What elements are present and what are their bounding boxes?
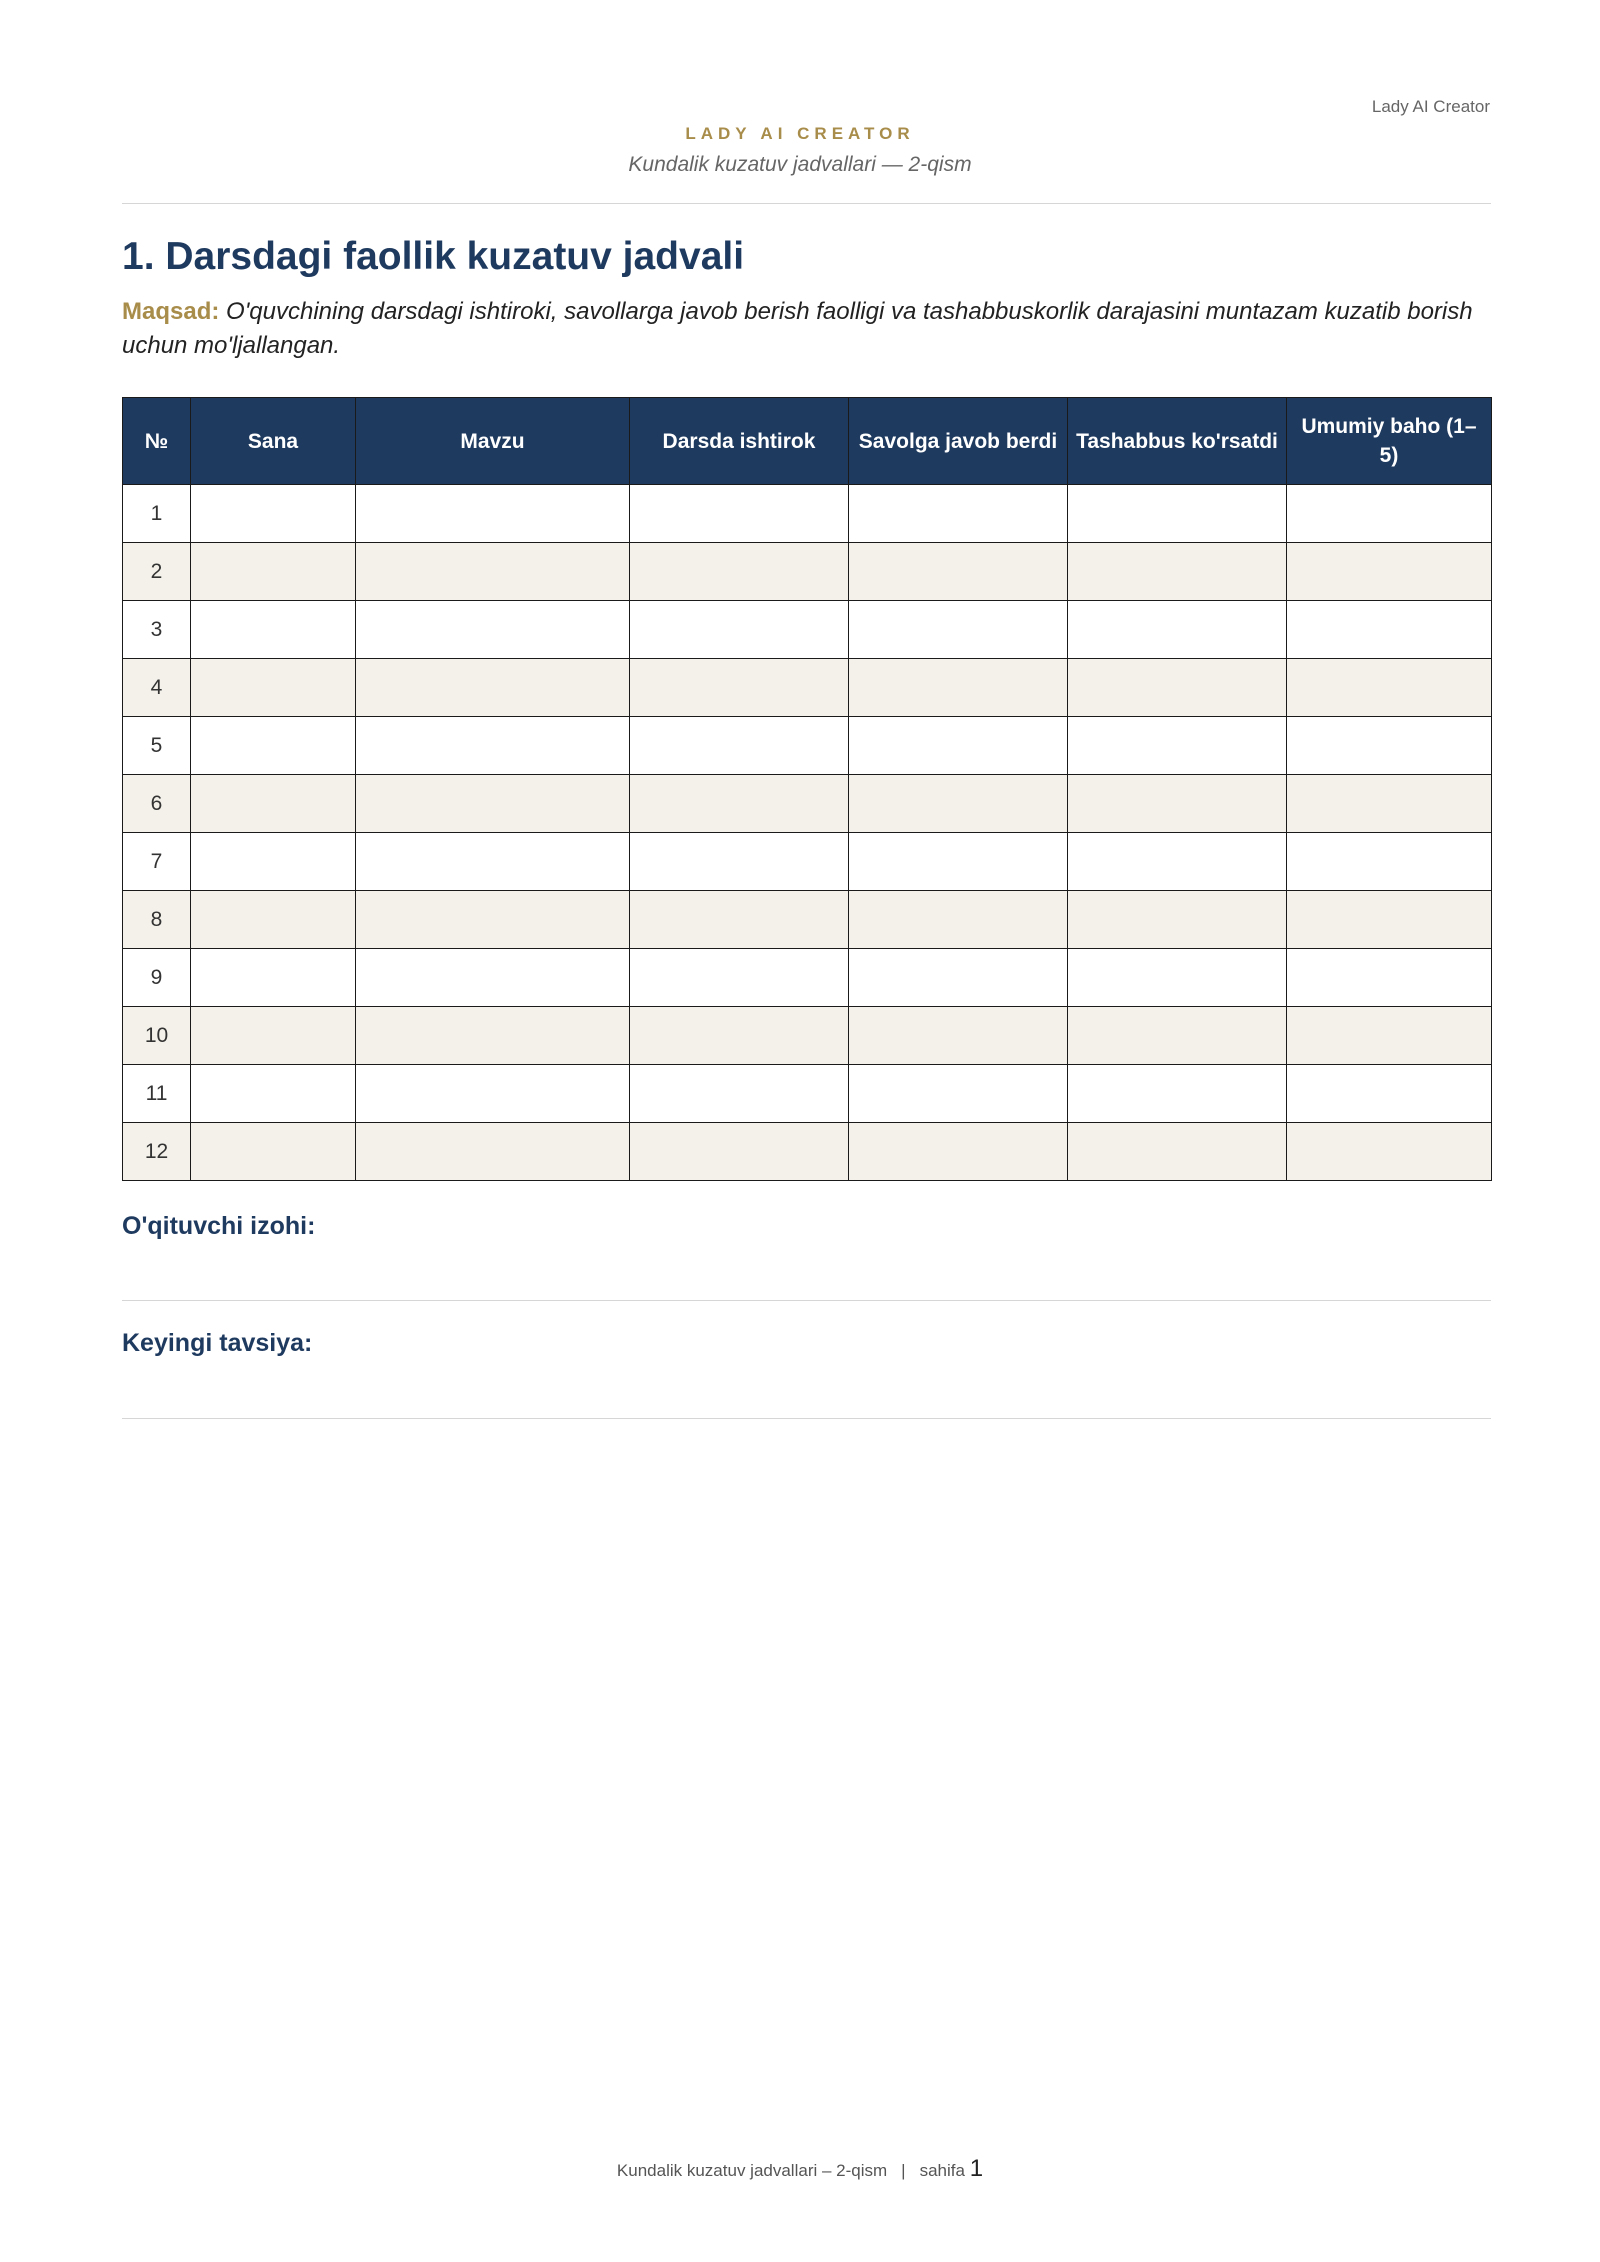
top-right-brand: Lady AI Creator <box>1371 97 1490 116</box>
table-row <box>123 601 1492 659</box>
participation-cell[interactable] <box>630 659 849 717</box>
date-cell[interactable] <box>191 891 356 949</box>
initiative-cell[interactable] <box>1068 949 1287 1007</box>
participation-cell[interactable] <box>630 543 849 601</box>
table-row <box>123 891 1492 949</box>
table-row <box>123 485 1492 543</box>
participation-cell[interactable] <box>630 949 849 1007</box>
grade-cell[interactable] <box>1287 717 1492 775</box>
table-row <box>123 949 1492 1007</box>
grade-cell[interactable] <box>1287 485 1492 543</box>
table-row <box>123 775 1492 833</box>
initiative-cell[interactable] <box>1068 775 1287 833</box>
purpose-paragraph <box>122 295 1491 363</box>
initiative-cell[interactable] <box>1068 1123 1287 1181</box>
header-brand: LADY AI CREATOR <box>685 124 915 143</box>
date-cell[interactable] <box>191 1007 356 1065</box>
date-cell[interactable] <box>191 543 356 601</box>
column-header-initiative: Tashabbus ko'rsatdi <box>1068 398 1287 485</box>
column-header-answered: Savolga javob berdi <box>849 398 1068 485</box>
answered-cell[interactable] <box>849 1123 1068 1181</box>
table-row <box>123 659 1492 717</box>
date-cell[interactable] <box>191 1123 356 1181</box>
next-recommendation-label: Keyingi tavsiya: <box>122 1329 313 1357</box>
answered-cell[interactable] <box>849 1065 1068 1123</box>
participation-cell[interactable] <box>630 1007 849 1065</box>
answered-cell[interactable] <box>849 775 1068 833</box>
date-cell[interactable] <box>191 833 356 891</box>
teacher-note-line[interactable] <box>122 1300 1491 1301</box>
grade-cell[interactable] <box>1287 543 1492 601</box>
initiative-cell[interactable] <box>1068 601 1287 659</box>
participation-cell[interactable] <box>630 775 849 833</box>
topic-cell[interactable] <box>356 1123 630 1181</box>
topic-cell[interactable] <box>356 543 630 601</box>
initiative-cell[interactable] <box>1068 543 1287 601</box>
answered-cell[interactable] <box>849 1007 1068 1065</box>
answered-cell[interactable] <box>849 717 1068 775</box>
grade-cell[interactable] <box>1287 659 1492 717</box>
footer-doc-title: Kundalik kuzatuv jadvallari – 2-qism <box>616 2161 888 2180</box>
column-header-number: № <box>123 398 191 485</box>
row-number-cell: 10 <box>123 1007 191 1065</box>
section-title: 1. Darsdagi faollik kuzatuv jadvali <box>122 235 745 278</box>
column-header-grade: Umumiy baho (1–5) <box>1287 398 1492 485</box>
date-cell[interactable] <box>191 659 356 717</box>
table-row <box>123 1065 1492 1123</box>
teacher-note-label: O'qituvchi izohi: <box>122 1212 316 1240</box>
grade-cell[interactable] <box>1287 1007 1492 1065</box>
initiative-cell[interactable] <box>1068 659 1287 717</box>
date-cell[interactable] <box>191 717 356 775</box>
answered-cell[interactable] <box>849 891 1068 949</box>
topic-cell[interactable] <box>356 717 630 775</box>
participation-cell[interactable] <box>630 833 849 891</box>
topic-cell[interactable] <box>356 833 630 891</box>
topic-cell[interactable] <box>356 891 630 949</box>
row-number-cell: 9 <box>123 949 191 1007</box>
table-row <box>123 833 1492 891</box>
answered-cell[interactable] <box>849 543 1068 601</box>
date-cell[interactable] <box>191 485 356 543</box>
participation-cell[interactable] <box>630 601 849 659</box>
row-number-cell: 3 <box>123 601 191 659</box>
table-row <box>123 717 1492 775</box>
answered-cell[interactable] <box>849 485 1068 543</box>
column-header-topic: Mavzu <box>356 398 630 485</box>
answered-cell[interactable] <box>849 601 1068 659</box>
purpose-label: Maqsad: <box>122 298 220 325</box>
column-header-participation: Darsda ishtirok <box>630 398 849 485</box>
participation-cell[interactable] <box>630 891 849 949</box>
topic-cell[interactable] <box>356 949 630 1007</box>
row-number-cell: 1 <box>123 485 191 543</box>
initiative-cell[interactable] <box>1068 485 1287 543</box>
grade-cell[interactable] <box>1287 891 1492 949</box>
footer-page-number: 1 <box>969 2155 984 2182</box>
row-number-cell: 8 <box>123 891 191 949</box>
row-number-cell: 4 <box>123 659 191 717</box>
grade-cell[interactable] <box>1287 1123 1492 1181</box>
initiative-cell[interactable] <box>1068 717 1287 775</box>
topic-cell[interactable] <box>356 775 630 833</box>
row-number-cell: 11 <box>123 1065 191 1123</box>
topic-cell[interactable] <box>356 1065 630 1123</box>
row-number-cell: 12 <box>123 1123 191 1181</box>
participation-cell[interactable] <box>630 1123 849 1181</box>
table-body <box>123 485 1492 1181</box>
initiative-cell[interactable] <box>1068 833 1287 891</box>
table-row <box>123 543 1492 601</box>
topic-cell[interactable] <box>356 1007 630 1065</box>
column-header-date: Sana <box>191 398 356 485</box>
initiative-cell[interactable] <box>1068 1007 1287 1065</box>
grade-cell[interactable] <box>1287 833 1492 891</box>
table-row <box>123 1123 1492 1181</box>
header-divider <box>122 203 1491 204</box>
participation-cell[interactable] <box>630 1065 849 1123</box>
purpose-text: O'quvchining darsdagi ishtiroki, savollarga javob berish faolligi va tashabbuskorlik darajasini muntazam kuzatib borish uchun mo'ljallangan. <box>122 298 1473 359</box>
participation-cell[interactable] <box>630 717 849 775</box>
row-number-cell: 2 <box>123 543 191 601</box>
footer-separator: | <box>901 2161 906 2180</box>
table-row <box>123 1007 1492 1065</box>
topic-cell[interactable] <box>356 601 630 659</box>
initiative-cell[interactable] <box>1068 1065 1287 1123</box>
grade-cell[interactable] <box>1287 775 1492 833</box>
topic-cell[interactable] <box>356 485 630 543</box>
topic-cell[interactable] <box>356 659 630 717</box>
grade-cell[interactable] <box>1287 949 1492 1007</box>
row-number-cell: 5 <box>123 717 191 775</box>
date-cell[interactable] <box>191 1065 356 1123</box>
date-cell[interactable] <box>191 775 356 833</box>
grade-cell[interactable] <box>1287 1065 1492 1123</box>
next-recommendation-line[interactable] <box>122 1418 1491 1419</box>
observation-table <box>122 397 1492 1181</box>
answered-cell[interactable] <box>849 833 1068 891</box>
date-cell[interactable] <box>191 601 356 659</box>
initiative-cell[interactable] <box>1068 891 1287 949</box>
answered-cell[interactable] <box>849 659 1068 717</box>
footer-page-label: sahifa <box>919 2161 965 2180</box>
row-number-cell: 7 <box>123 833 191 891</box>
table-header-row <box>123 398 1492 485</box>
grade-cell[interactable] <box>1287 601 1492 659</box>
header-subtitle: Kundalik kuzatuv jadvallari — 2-qism <box>628 153 972 176</box>
date-cell[interactable] <box>191 949 356 1007</box>
participation-cell[interactable] <box>630 485 849 543</box>
row-number-cell: 6 <box>123 775 191 833</box>
answered-cell[interactable] <box>849 949 1068 1007</box>
page-footer <box>0 2155 1600 2183</box>
